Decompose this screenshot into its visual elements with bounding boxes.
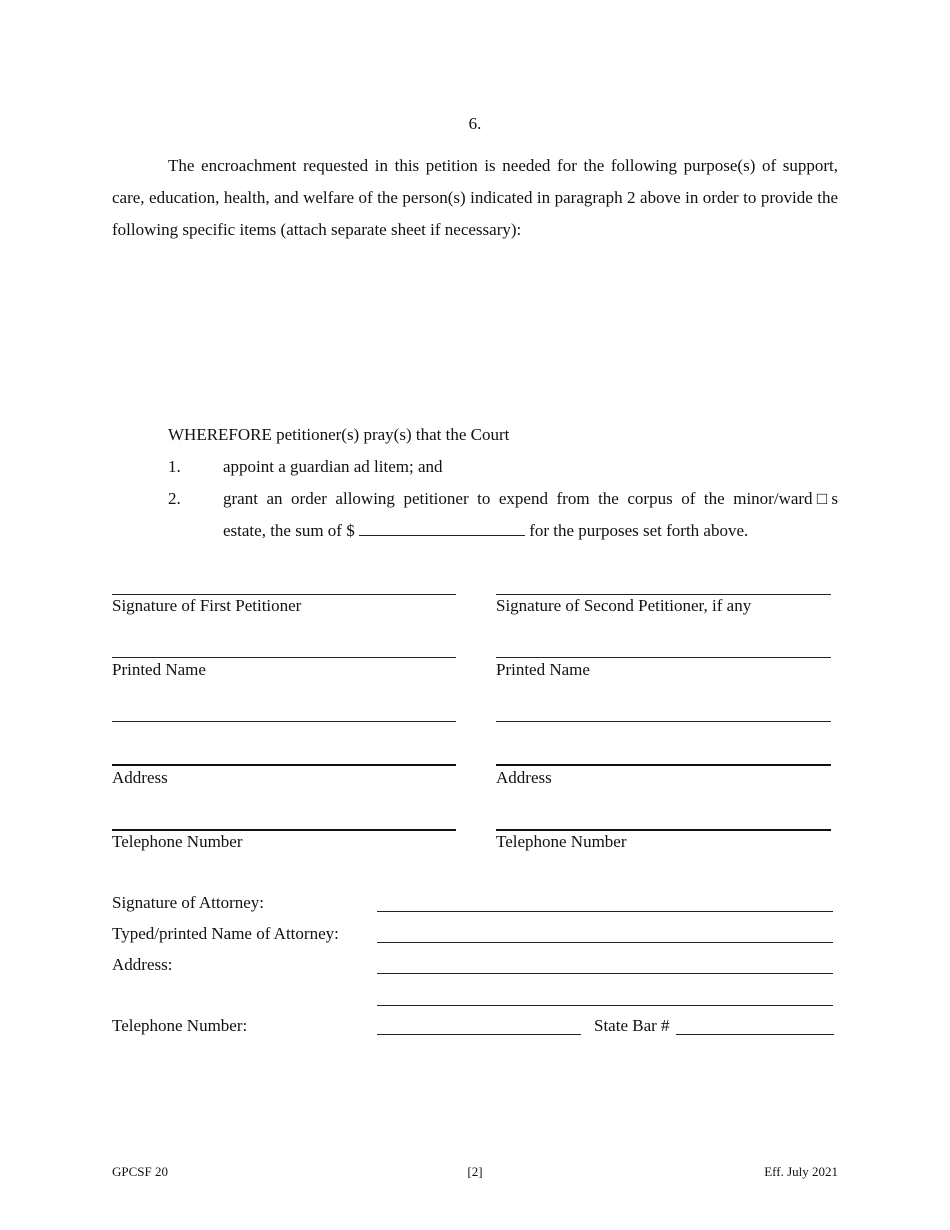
second-petitioner-signature-label: Signature of Second Petitioner, if any — [496, 596, 752, 615]
wherefore-intro: WHEREFORE petitioner(s) pray(s) that the Court — [168, 425, 510, 444]
attorney-name-line[interactable] — [377, 942, 833, 943]
second-petitioner-printed-name-line[interactable] — [496, 657, 831, 658]
second-petitioner-address-line-2[interactable] — [496, 764, 831, 766]
wherefore-item-2-text-line2 — [223, 521, 748, 541]
attorney-signature-label: Signature of Attorney: — [112, 893, 265, 912]
sum-label: estate, the sum of $ — [223, 521, 355, 540]
sum-purpose-text: for the purposes set forth above. — [529, 521, 749, 540]
wherefore-item-1-text: appoint a guardian ad litem; and — [223, 457, 443, 476]
first-petitioner-telephone-label: Telephone Number — [112, 832, 243, 851]
wherefore-item-1-number: 1. — [168, 457, 181, 476]
footer-page-number: [2] — [467, 1164, 483, 1179]
state-bar-label: State Bar # — [594, 1016, 670, 1035]
petition-paragraph: The encroachment requested in this petition is needed for the following purpose(s) of support, care, education, health, and welfare of the person(s) indicated in paragraph 2 above in order to provide the following specific items (attach separate sheet if necessary): — [112, 156, 838, 239]
second-petitioner-printed-name-label: Printed Name — [496, 660, 590, 679]
first-petitioner-signature-line[interactable] — [112, 594, 456, 595]
wherefore-item-2-text-line1: grant an order allowing petitioner to expend from the corpus of the minor/ward□s — [223, 489, 838, 508]
attorney-telephone-line[interactable] — [377, 1034, 581, 1035]
first-petitioner-printed-name-label: Printed Name — [112, 660, 206, 679]
first-petitioner-printed-name-line[interactable] — [112, 657, 456, 658]
state-bar-line[interactable] — [676, 1034, 834, 1035]
attorney-telephone-label: Telephone Number: — [112, 1016, 248, 1035]
first-petitioner-signature-label: Signature of First Petitioner — [112, 596, 302, 615]
attorney-address-line-2[interactable] — [377, 1005, 833, 1006]
sum-amount-field[interactable] — [359, 521, 525, 536]
attorney-name-label: Typed/printed Name of Attorney: — [112, 924, 339, 943]
section-number: 6. — [468, 114, 482, 133]
second-petitioner-address-line-1[interactable] — [496, 721, 831, 722]
first-petitioner-address-label: Address — [112, 768, 168, 787]
footer-effective-date: Eff. July 2021 — [764, 1164, 838, 1179]
wherefore-item-2-number: 2. — [168, 489, 181, 508]
attorney-address-label: Address: — [112, 955, 173, 974]
footer-form-id: GPCSF 20 — [112, 1164, 168, 1179]
second-petitioner-telephone-label: Telephone Number — [496, 832, 627, 851]
first-petitioner-telephone-line[interactable] — [112, 829, 456, 831]
second-petitioner-signature-line[interactable] — [496, 594, 831, 595]
second-petitioner-telephone-line[interactable] — [496, 829, 831, 831]
second-petitioner-address-label: Address — [496, 768, 552, 787]
attorney-address-line-1[interactable] — [377, 973, 833, 974]
first-petitioner-address-line-1[interactable] — [112, 721, 456, 722]
first-petitioner-address-line-2[interactable] — [112, 764, 456, 766]
attorney-signature-line[interactable] — [377, 911, 833, 912]
